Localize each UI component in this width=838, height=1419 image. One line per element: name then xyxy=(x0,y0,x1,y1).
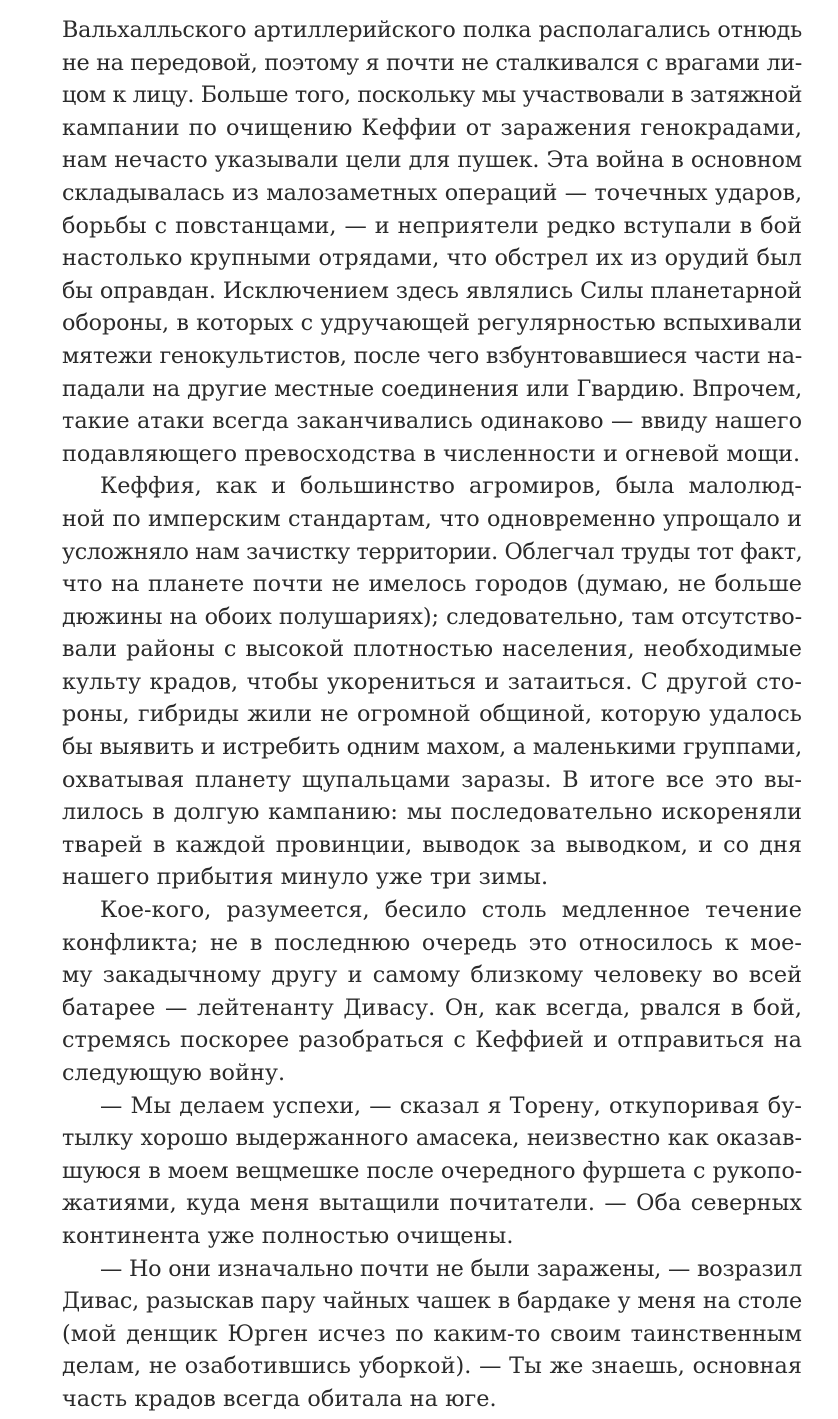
text-line: что на планете почти не имелось городов (думаю, не больше xyxy=(62,571,802,598)
text-line: дюжины на обоих полушариях); следовательно, там отсутство- xyxy=(62,603,802,630)
text-line: культу крадов, чтобы укорениться и затаиться. С другой сто- xyxy=(62,668,802,695)
text-line: цом к лицу. Больше того, поскольку мы участвовали в затяжной xyxy=(62,82,802,109)
text-line: роны, гибриды жили не огромной общиной, которую удалось xyxy=(62,701,802,728)
text-line: Дивас, разыскав пару чайных чашек в бардаке у меня на столе xyxy=(62,1288,802,1315)
text-line: нашего прибытия минуло уже три зимы. xyxy=(62,864,549,891)
text-line: вали районы с высокой плотностью населения, необходимые xyxy=(62,636,802,663)
text-line: конфликта; не в последнюю очередь это относилось к мое- xyxy=(62,929,802,956)
text-line: Вальхалльского артиллерийского полка располагались отнюдь xyxy=(62,17,802,43)
text-line: складывалась из малозаметных операций — точечных ударов, xyxy=(62,179,802,206)
text-line: бы оправдан. Исключением здесь являлись Силы планетарной xyxy=(62,277,802,304)
text-line: усложняло нам зачистку территории. Облегчал труды тот факт, xyxy=(62,538,803,565)
text-line: му закадычному другу и самому близкому человеку во всей xyxy=(62,962,802,989)
text-line: следующую войну. xyxy=(62,1060,286,1086)
text-line: батарее — лейтенанту Дивасу. Он, как всегда, рвался в бой, xyxy=(62,994,802,1021)
text-line: стремясь поскорее разобраться с Кеффией и отправиться на xyxy=(62,1027,802,1054)
paragraph xyxy=(62,1253,802,1416)
paragraph xyxy=(62,894,802,1090)
text-line: жатиями, куда меня вытащили почитатели. — Оба северных xyxy=(62,1190,802,1217)
text-line: — Но они изначально почти не были заражены, — возразил xyxy=(100,1255,802,1282)
text-line: континента уже полностью очищены. xyxy=(62,1222,514,1249)
paragraph xyxy=(62,1090,802,1253)
book-page-text xyxy=(62,14,802,1416)
text-line: тылку хорошо выдержанного амасека, неизвестно как оказав- xyxy=(62,1125,802,1152)
text-line: лилось в долгую кампанию: мы последовательно искореняли xyxy=(62,799,802,826)
text-line: ной по имперским стандартам, что одновременно упрощало и xyxy=(62,505,802,532)
text-line: (мой денщик Юрген исчез по каким-то своим таинственным xyxy=(62,1320,802,1347)
text-line: мятежи генокультистов, после чего взбунтовавшиеся части на- xyxy=(62,342,802,369)
text-line: подавляющего превосходства в численности и огневой мощи. xyxy=(62,440,801,467)
paragraph xyxy=(62,14,802,470)
text-line: такие атаки всегда заканчивались одинаково — ввиду нашего xyxy=(62,408,802,435)
text-line: Кеффия, как и большинство агромиров, была малолюд- xyxy=(100,473,802,500)
text-line: шуюся в моем вещмешке после очередного фуршета с рукопо- xyxy=(62,1157,802,1184)
text-line: тварей в каждой провинции, выводок за выводком, и со дня xyxy=(62,831,802,858)
text-line: не на передовой, поэтому я почти не сталкивался с врагами ли- xyxy=(62,49,802,76)
text-line: делам, не озаботившись уборкой). — Ты же знаешь, основная xyxy=(62,1353,802,1380)
text-line: падали на другие местные соединения или Гвардию. Впрочем, xyxy=(62,375,802,402)
text-line: Кое-кого, разумеется, бесило столь медленное течение xyxy=(100,897,802,924)
text-line: бы выявить и истребить одним махом, а маленькими группами, xyxy=(62,734,802,761)
text-line: охватывая планету щупальцами заразы. В итоге все это вы- xyxy=(62,766,802,793)
text-line: настолько крупными отрядами, что обстрел их из орудий был xyxy=(62,245,802,272)
text-line: борьбы с повстанцами, — и неприятели редко вступали в бой xyxy=(62,212,802,239)
text-line: обороны, в которых с удручающей регулярностью вспыхивали xyxy=(62,310,802,337)
text-line: кампании по очищению Кеффии от заражения генокрадами, xyxy=(62,114,802,141)
paragraph xyxy=(62,470,802,894)
text-line: часть крадов всегда обитала на юге. xyxy=(62,1385,497,1412)
text-line: нам нечасто указывали цели для пушек. Эта война в основном xyxy=(62,147,802,174)
text-line: — Мы делаем успехи, — сказал я Торену, откупоривая бу- xyxy=(100,1092,802,1119)
